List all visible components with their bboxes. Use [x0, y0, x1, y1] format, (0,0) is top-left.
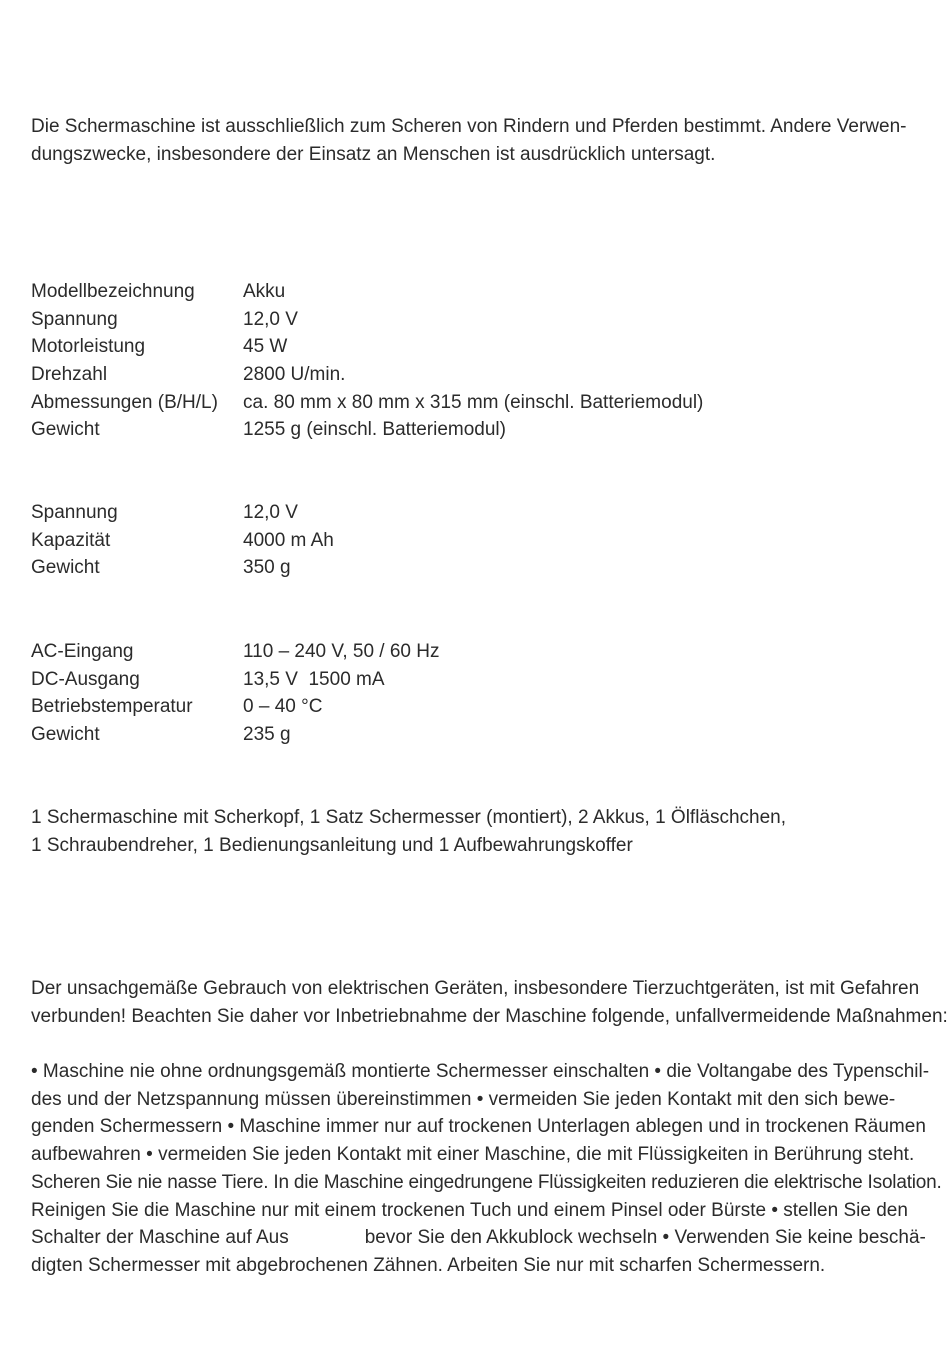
safety-rules-paragraph: [31, 1058, 942, 1280]
paragraph-line: Die Schermaschine ist ausschließlich zum Scheren von Rindern und Pferden bestimmt. Andere Verwen-: [31, 116, 907, 137]
spec-label: Abmessungen (B/H/L): [31, 391, 218, 413]
paragraph-line: 1 Schraubendreher, 1 Bedienungsanleitung und 1 Aufbewahrungskoffer: [31, 834, 633, 856]
spec-label: Kapazität: [31, 529, 111, 551]
spec-value: 4000 m Ah: [243, 529, 334, 551]
spec-label: Drehzahl: [31, 364, 108, 386]
paragraph-line: Reinigen Sie die Maschine nur mit einem trockenen Tuch und einem Pinsel oder Bürste • stellen Sie den: [31, 1199, 908, 1221]
spec-row: [31, 638, 921, 666]
spec-value: 235 g: [243, 724, 291, 746]
battery-spec-table: [31, 499, 921, 582]
spec-label: Betriebstemperatur: [31, 696, 193, 718]
spec-value: 45 W: [243, 336, 288, 358]
spec-label: Modellbezeichnung: [31, 281, 195, 302]
paragraph-line: des und der Netzspannung müssen übereinstimmen • vermeiden Sie jeden Kontakt mit den sich bewe-: [31, 1088, 896, 1110]
spec-row: [31, 333, 921, 361]
charger-spec-table: [31, 638, 921, 749]
spec-label: Gewicht: [31, 557, 100, 579]
paragraph-line: digten Schermesser mit abgebrochenen Zähnen. Arbeiten Sie nur mit scharfen Schermessern.: [31, 1254, 826, 1276]
spec-value: 12,0 V: [243, 502, 298, 523]
spec-row: [31, 416, 921, 444]
spec-value: 350 g: [243, 557, 291, 579]
safety-intro-paragraph: [31, 975, 948, 1030]
spec-row: [31, 666, 921, 694]
spec-value: 1255 g (einschl. Batteriemodul): [243, 419, 506, 441]
spec-value: Akku: [243, 281, 286, 302]
line-segment: Schalter der Maschine auf Aus: [31, 1227, 289, 1249]
spec-row: [31, 499, 921, 527]
line-segment: bevor Sie den Akkublock wechseln • Verwenden Sie keine beschä-: [364, 1227, 926, 1249]
spec-value: ca. 80 mm x 80 mm x 315 mm (einschl. Batteriemodul): [243, 391, 704, 413]
spec-value: 13,5 V 1500 mA: [243, 668, 385, 690]
paragraph-line: genden Schermessern • Maschine immer nur auf trockenen Unterlagen ablegen und in trockenen Räumen: [31, 1116, 926, 1138]
paragraph-line: aufbewahren • vermeiden Sie jeden Kontakt mit einer Maschine, die mit Flüssigkeiten in Berührung steht.: [31, 1144, 915, 1166]
spec-row: [31, 306, 921, 334]
spec-label: Motorleistung: [31, 336, 146, 358]
spec-value: 0 – 40 °C: [243, 696, 323, 718]
spec-row: [31, 389, 921, 417]
spec-label: AC-Eingang: [31, 641, 134, 662]
spec-label: Spannung: [31, 308, 118, 330]
machine-spec-table: [31, 278, 921, 444]
paragraph-line: verbunden! Beachten Sie daher vor Inbetriebnahme der Maschine folgende, unfallvermeidende Maßnahmen:: [31, 1005, 948, 1027]
spec-row: [31, 278, 921, 306]
manual-page: [31, 0, 948, 1356]
spec-value: 2800 U/min.: [243, 364, 346, 386]
spec-label: Gewicht: [31, 724, 100, 746]
spec-row: [31, 693, 921, 721]
paragraph-line: [31, 1224, 926, 1252]
spec-row: [31, 554, 921, 582]
scope-of-delivery-paragraph: [31, 804, 921, 859]
spec-value: 110 – 240 V, 50 / 60 Hz: [243, 641, 440, 662]
spec-value: 12,0 V: [243, 308, 298, 330]
spec-row: [31, 721, 921, 749]
spec-label: DC-Ausgang: [31, 668, 140, 690]
spec-row: [31, 527, 921, 555]
paragraph-line: dungszwecke, insbesondere der Einsatz an Menschen ist ausdrücklich untersagt.: [31, 143, 716, 165]
paragraph-line: • Maschine nie ohne ordnungsgemäß montierte Schermesser einschalten • die Voltangabe des Typenschil-: [31, 1061, 930, 1082]
spec-label: Spannung: [31, 502, 118, 523]
paragraph-line: Scheren Sie nie nasse Tiere. In die Maschine eingedrungene Flüssigkeiten reduzieren die elektrische Isolation.: [31, 1171, 942, 1193]
paragraph-line: Der unsachgemäße Gebrauch von elektrischen Geräten, insbesondere Tierzuchtgeräten, ist mit Gefahren: [31, 978, 920, 999]
intended-use-paragraph: [31, 113, 921, 168]
spec-row: [31, 361, 921, 389]
paragraph-line: 1 Schermaschine mit Scherkopf, 1 Satz Schermesser (montiert), 2 Akkus, 1 Ölfläschchen,: [31, 807, 787, 828]
spec-label: Gewicht: [31, 419, 100, 441]
